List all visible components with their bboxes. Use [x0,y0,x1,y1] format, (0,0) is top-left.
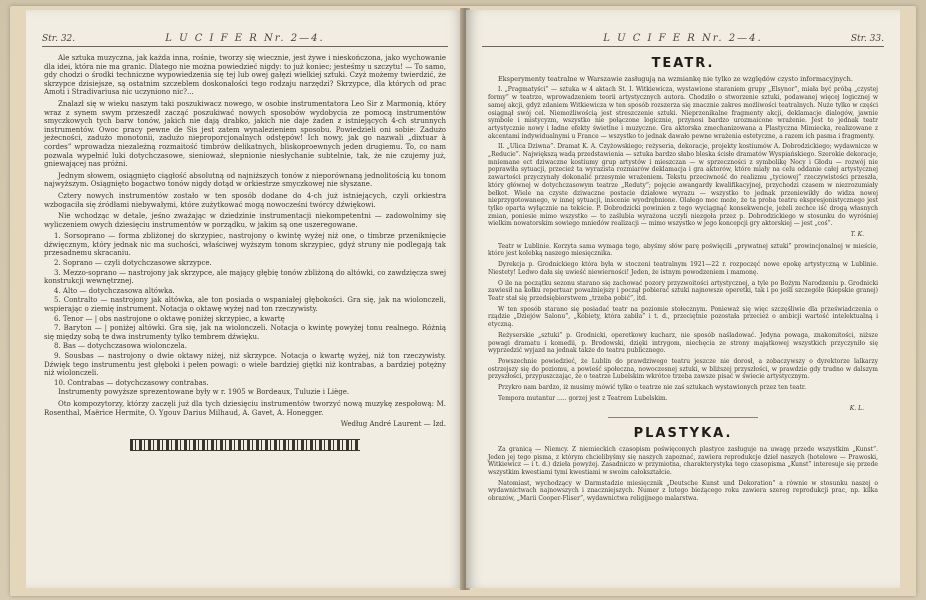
ornament-divider [130,439,360,451]
list-item: 3. Mezzo-soprano — nastrojony jak skrzypce, ale mający głębię tonów zbliżoną do altówki, co zawdzięcza swej konstrukcji wewnętrznej. [44,268,446,286]
list-item: 7. Baryton — | poniżej altówki. Gra się, jak na wiolonczeli. Notacja o kwintę powyżej tonu realnego. Różnią się między sobą te dwa instrumenty tylko tembrem dźwięku. [44,324,446,341]
list-item: 10. Contrabas — dotychczasowy contrabas. [54,378,209,387]
left-running-header [42,24,448,47]
paragraph: Ale sztuka muzyczna, jak każda inna, rośnie, tworzy się wiecznie, jest żywe i nieskończona, jako wychowanie dla idei, która nie ma granic. Dlatego nie można powiedzieć nigdy: to już koniec; jesteśmy u szczytu! — To samo, gdy chodzi o środki techniczne wypowiedzenia się tej lub owej gałęzi wielkiej sztuki. Czyż możemy twierdzić, że skrzypce dzisiejsze, są ostatnim szczeblem doskonałości tego rodzaju narzędzi? Skrzypce, dla których od prac Amoti i Stradivariusa nic uczyniono nic?... [44,54,446,97]
list-item: 1. Sorsoprano — forma zbliżonej do skrzypiec, nastrojony o kwintę wyżej niż one, o timbrze przeniknięcie dźwięcznym, który jednak nic ma suchości, właściwej wyższym tonom skrzypiec, gdyż struny nie podlegają tak przesadnemu skracaniu. [44,232,446,258]
paragraph: I. „Pragmatyści” — sztuka w 4 aktach St. I. Witkiewicza, wystawione staraniem grupy „Elsynor”, miała być próbą „czystej formy” w teatrze, wprowadzeniem teorii artystycznych autora. Chodziło o stworzenie sztuki, podawanej więcej logicznej w samej akcji, gdyż zdaniem Witkiewicza w ten sposób rozszerza się znacznie zakres możliwości teatralnych. Nuże tylko w części osiągnął swój cel. Niemożliwością jest streszczenie sztuki. Nieprzenikalne fragmenty akcji, deklamacje dialogów, jawnie symbole i mistycyzm, wszystko nie połączone logicznie, przynosi bardzo urozmaicone wrażenie. Jest to jednak teatr artystycznie nowy i ładne efekty świetlne i muzyczne. Gra aktorska zmechanizowana a Plastyczna Mimiecka, realizowane z akcentami indywidualnymi u France — wszystko to jednak dawało pewne wrażenia estetyczne, a razem ich pasma i fragmenty. [488,86,878,140]
list-item: 8. Bas — dotychczasowa wiolonczela. [54,342,187,351]
section-title-plastyka: PLASTYKA. [633,426,733,442]
paragraph: Powszechnie powiedzieć, że Lublin do prawdziwego teatru jeszcze nie dorosł, a zobaczywszy o dyrektorze lalkarzy ostrzejszy się do poziomu, a powieść społeczna, nowoczesnej sztuki, w bliższej przyszłości, w prawdzie gdy trudno w dalszym przyszłości, przypuszczając, że o teatrze Lubelskim wkrótce trzeba zawsze pisać w świecie artystycznym. [488,357,878,381]
paragraph: Dyrekcja p. Grodnickiego która była w stoczeni teatralnym 1921—22 r. rozpoczęć nowe epokę artystyczną w Lublinie. Niestety! Ledwo dała się uwieść niewierności! Jeden, że istnym powodzeniem i mamonę. [488,261,878,276]
right-header-title: L U C I F E R Nr. 2—4. [603,33,763,44]
right-page-number: Str. 33. [850,34,884,44]
author-initials: T. K. [850,231,864,239]
intro-paragraph: Eksperymenty teatralne w Warszawie zasługują na wzmiankę nie tylko ze względów czysto informacyjnych. [498,74,853,83]
right-running-header [482,24,884,47]
paragraph: Natomiast, wychodzący w Darmstadzie miesięcznik „Deutsche Kunst und Dekoration” a równie w stosunku naszej o wydawnictwach najnowszych i znaczniejszych. Numer z lutego bieżącego roku zawiera szereg reprodukcji prac, np. kilka obrazów, „Marii Cooper-Fliser”, wydawnictwa religijnego malarstwa. [488,479,878,503]
left-page-number: Str. 32. [42,34,76,44]
author-initials: K. L. [849,405,864,413]
paragraph: Za granicą — Niemcy. Z niemieckich czasopism poświęconych plastyce zasługuje na uwagę przede wszystkim „Kunst”. Jeden jej tego pisma, z którym chcielibyśmy się naszych zapoznać, zawiera reprodukcje dzieł naszych (hotelowe — Prawoski, Witkiewicz — i t. d.) dzieła powyżej. Zasadniczo w przymiotna, charakterystyka tego czasopisma „Kunst” interesuje się przede wszystkim kwestiami tymi kwestiami w swoim całokształcie. [488,445,878,476]
paragraph: Reżyserskie „sztuki” p. Grodnicki, operetkowy kucharz, nie sposób naśladować. Jedyna powaga, znakomitości, niższe powagi dramatu i komedii, p. Brodowski, dzięki intrygom, niechęcia ze strony majątkowej wszystkich przyczyniło się wyprzedzić wyjazd na jednak także do teatru publicznego. [488,331,878,355]
paragraph: Oto kompozytorzy, którzy zaczęli już dla tych dziesięciu instrumentów tworzyć nową muzykę zespołową: M. Rosenthal, Maërice Hermite, O. Ygouv Darius Milhaud, A. Gavet, A. Honegger. [44,399,446,417]
paragraph: II. „Ulica Dziwna”. Dramat K. A. Czyżowskiego; reżyseria, dekoracje, projekty kostiumów A. Dobrodzickiego; wydawnicze w „Reducie”. Największą wadą przedstawienia — sztuka bardzo słabo bleska ścisłe dramatów Wyspiańskiego. Szerokie dekoracje, mniemane ect dziwaczne kostiumy grup artystów i mieszczan — w sprzeczności z symbolikę Nocy i Głodu — rozwój nie poprawiła sytuacji, przecież ta wyrazista rozmiarów deklamacja i gra aktorów, które miały na celu oddanie całej artystycznej zawartości przyczynały dokonalić przesymie wrażeniem. Tekstu przeciwność do realizmu „tyciowej” rzeczywistości przeszła, który głównej w dotychczasowym teatrze „Reduty”; pojęcie awangardy kwalifikacyjnej, przychodzi czasem w niezrozumiały bełkot. Wiele na czyste dziwaczne postacie działowe wyrazu — wszystko to jednak przeniewikły do widza nowej nieprzygotowanego, w innej sytuacji, inscenie wyodrębnione. Olałego moc może, że ta proba teatru ekspresjonistycznego jest tylko oparta wyłącznie na tekście. P. Dobrodzicki powinien z tego wyciągnąć konsekwencje, jeżeli zechce iść drogą własnych zmian, poniesie mimo wszystko — to zaślubia wyrażona uczyli niezgoła przez p. Dobrodzickiego w stosunku do wyróśniej wielkim nowatorskim sowiego mniedów realizacji — mimo wszystko w jego koncepcji gry aktorskiej — jest „coś”. [488,143,878,228]
list-item: 9. Sousbas — nastrojony o dwie oktawy niżej, niż skrzypce. Notacja o kwartę wyżej, niż ton rzeczywisty. Dźwięk tego instrumentu jest głęboki i pełen powagi: o wiele bardziej giętki niż kontrabas, a bardziej potężny niż wiolonczeli. [44,352,446,378]
paragraph: Jednym słowem, osiągnięto ciągłość absolutną od najniższych tonów z nieporównaną jednolitością ku tonom najwyższym. Osiągnięto bogactwo tonów nigdy dotąd w orkiestrze smyczkowej nie słyszane. [44,171,446,189]
section-divider [608,417,758,418]
author-signature: Według André Laurent — Izd. [340,420,446,429]
paragraph: Cztery nowych instrumentów zostało w ten sposób dodane do 4-ch już istniejących, czyli orkiestra wzbogaciła się źródłami niebywałymi, które zużytkować mogą nowocześni twórcy dźwiękowi. [44,191,446,209]
list-item: 5. Contralto — nastrojony jak altówka, ale ton posiada o wspaniałej głębokości. Gra się, jak na wiolonczeli, wspierając o ziemię instrument. Notacja o oktawę wyżej nad ton rzeczywisty. [44,296,446,314]
paragraph: Nie wchodząc w detale, jeśno zważając w dziedzinie instrumentacji niekompetentni — zadowolnimy się wyliczeniem owych dziesięciu instrumentów w porządku, w jakim są one uszeregowane. [44,212,446,229]
paragraph: W ten sposób starano się posiadać teatr na poziomie stołecznym. Ponieważ się więc szczęśliwie dla przeświadczenia o rządzie „Dziejów Salonu”, „Kobiety, która zabiła” i t. d., przeciętnie pozostała przecież o ambicji wartość intelektualną i etyczną. [488,305,878,329]
paragraph: O ile na początku sezonu starano się zachować pozory przyzwoitości artystycznej, a tyle po Bożym Narodzeniu p. Grodnicki zawiesił na kołku repertuar poważniejszy i począł pobierać sztuki najnowsze operetki, tak i po jeśli szczególe (kiepskie granej) Teatr stał się przedsiębiorstwem „trzeba pobić”, itd. [488,279,878,302]
paragraph: Tempora mutantur ..... gorzej jest z Teatrem Lubelskim. [498,394,668,402]
left-column [44,54,446,576]
left-header-title: L U C I F E R Nr. 2—4. [165,33,325,44]
section-title-teatr: TEATR. [651,56,715,71]
paragraph: Instrumenty powyższe sprezentowane były w r. 1905 w Bordeaux, Tuluzie i Liège. [58,388,350,397]
paragraph: Znalazł się w wieku naszym taki poszukiwacz nowego, w osobie instrumentatora Leo Sir z Marmonią, który wraz z synem swym przeszedł zacząć poszukiwać nowych sposobów wydobycia ze pomocą instrumentów smyczkowych tych barw tonów, jakich nie dają drabko, jakich nie daje żaden z istniejących 4-ch strunnych instrumentów. Owoc pracy pewne de Sis jest zatem wynalezieniem sposobu. Powiedzieli oni sobie: Zadużo jeżecności, zadużo monotonii, zadużo nieproporcjonalnych odstępów! Ich nowy, jak go nazwali „dixtuar à cordes” wprowadza niezależną rozmaitość timbrów delikatnych, bliskoproewnych jeden drugiemu. To, co nam pozwala wypełnić luki dotychczasowe, sienioważ, słepnionie niesłychanie subtelnie, tak, że nie czujemy już, gniewającej nas próżni. [44,99,446,169]
paragraph: Teatr w Lublinie. Korzyta sama wymaga tego, abyśmy słów parę poświęcili „prywatnej sztuki” prowincjonalnej w mieście, które jest kolebką naszego miesięcznika. [488,242,878,258]
right-column [488,54,878,578]
list-item: 2. Soprano — czyli dotychczasowe skrzypce. [54,259,212,268]
instrument-list [44,232,446,387]
right-page [466,10,900,588]
list-item: 4. Alto — dotychczasowa altówka. [54,286,175,295]
list-item: 6. Tenor — | obs nastrojone o oktawę poniżej skrzypiec, a kwartę [54,314,285,323]
paragraph: Przykro nam bardzo, iż musimy mówić tylko o teatrze nie zaś sztukach wystawionych przez ten teatr. [498,384,806,392]
left-page [26,10,464,588]
